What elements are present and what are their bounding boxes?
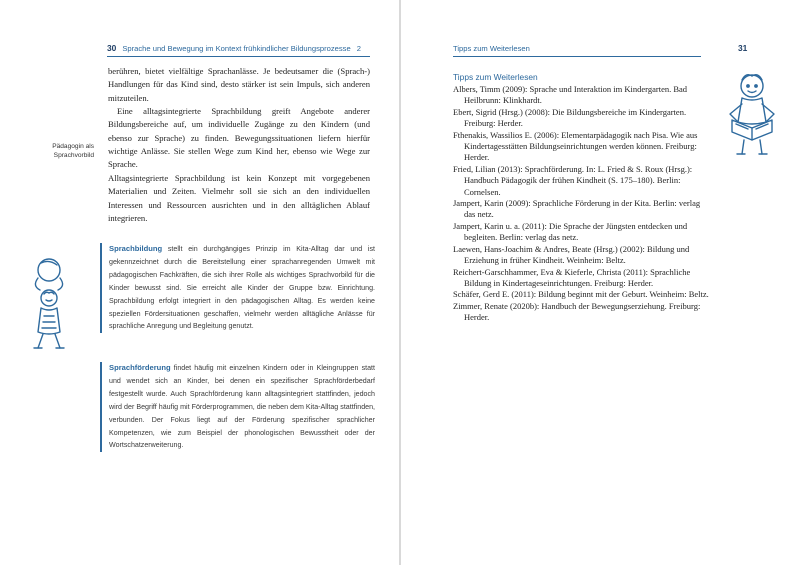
header-rule-right: [453, 56, 701, 57]
definition-sprachbildung: stellt ein durchgängiges Prinzip im Kita-Alltag dar und ist gekennzeichnet durch die Bereitstellung einer sprachanregenden Umwelt mit pädagogischen Fachkräften, die sich ihrer Rolle als wichtiges Sprachvorbild für die Kinder bewusst sind. Sie erreicht alle Kinder der Gruppe bzw. Einrichtung. Sprachbildung erfolgt integriert in den pädagogischen Alltag. Es werden keine speziellen Fördersituationen geschaffen, vielmehr werden alltägliche Anlässe für sprachliche Anregung und Begleitung genutzt.: [109, 245, 375, 331]
page-number-left: 30: [107, 43, 117, 53]
left-page: [0, 0, 399, 565]
reference-item: Jampert, Karin u. a. (2011): Die Sprache der Jüngsten entdecken und begleiten. Berlin: verlag das netz.: [453, 220, 688, 243]
running-head-right: [453, 41, 748, 55]
running-head-left: [107, 41, 361, 55]
reference-item: Schäfer, Gerd E. (2011): Bildung beginnt mit der Geburt. Weinheim: Beltz.: [453, 289, 709, 300]
reference-item: Ebert, Sigrid (Hrsg.) (2008): Die Bildungsbereiche im Kindergarten. Freiburg: Herder.: [453, 106, 687, 129]
reference-item: Albers, Timm (2009): Sprache und Interaktion im Kindergarten. Bad Heilbrunn: Klinkhardt.: [453, 84, 688, 106]
header-rule-left: [107, 56, 370, 57]
right-page: [401, 0, 800, 565]
reference-item: Fthenakis, Wassilios E. (2006): Elementarpädagogik nach Pisa. Wie aus Kindertagesstätten Bildungseinrichtungen werden können. Freiburg: Herder.: [453, 129, 698, 163]
paragraph-1: berühren, bietet vielfältige Sprachanlässe. Je bedeutsamer die (Sprach-) Handlungen für das Kind sind, desto stärker ist sein Impuls, sich anderen mitzuteilen.: [108, 66, 370, 103]
child-balancing-ball-icon: [22, 256, 76, 352]
reference-item: Zimmer, Renate (2020b): Handbuch der Bewegungserziehung. Freiburg: Herder.: [453, 300, 701, 323]
running-title-left: Sprache und Bewegung im Kontext frühkindlicher Bildungsprozesse: [122, 43, 351, 53]
reference-item: Jampert, Karin (2009): Sprachliche Förderung in der Kita. Berlin: verlag das netz.: [453, 198, 701, 220]
reference-item: Reichert-Garschhammer, Eva & Kieferle, Christa (2011): Sprachliche Bildung in Kindertageseinrichtungen. Freiburg: Herder.: [453, 266, 691, 288]
section-title: Tipps zum Weiterlesen: [453, 72, 538, 82]
term-sprachbildung: Sprachbildung: [109, 244, 163, 253]
definition-sprachfoerderung: findet häufig mit einzelnen Kindern oder in Kleingruppen statt und wendet sich an Kinder, bei denen ein spezifischer Sprachförderbedarf festgestellt wurde. Auch Sprachförderung kann alltagsintegriert stattfinden, jedoch wird der Begriff häufig mit Förderprogrammen, die neben dem Kita-Alltag stattfinden, verbunden. Der Fokus liegt auf der Förderung spezifischer sprachlicher Kompetenzen, wie zum Beispiel der phonologischen Bewusstheit oder der Wortschatzerweiterung.: [109, 364, 375, 450]
definition-box-sprachbildung: [100, 243, 375, 333]
page-number-right: 31: [738, 43, 748, 53]
running-title-right: Tipps zum Weiterlesen: [453, 43, 530, 53]
chapter-number: 2: [356, 43, 361, 53]
reader-with-book-icon: [720, 70, 784, 160]
reference-list: [453, 84, 709, 324]
term-sprachfoerderung: Sprachförderung: [109, 363, 171, 372]
reference-item: Laewen, Hans-Joachim & Andres, Beate (Hrsg.) (2002): Bildung und Erziehung in früher Kindheit. Weinheim: Beltz.: [453, 243, 690, 266]
paragraph-2: Eine alltagsintegrierte Sprachbildung greift Angebote anderer Bildungsbereiche auf, um individuelle Zugänge zu den Kindern (und ebenso zur Sprache) zu finden. Bewegungssituationen liefern hierfür wichtige Anlässe. Sie stellen Wege zum Kind her, ebenso wie Wege zur Sprache.: [108, 106, 370, 170]
reference-item: Fried, Lilian (2013): Sprachförderung. In: L. Fried & S. Roux (Hrsg.): Handbuch Pädagogik der frühen Kindheit (S. 175–180). Berlin: Cornelsen.: [453, 163, 693, 197]
margin-note: Pädagogin als Sprachvorbild: [52, 143, 94, 159]
paragraph-3: Alltagsintegrierte Sprachbildung ist kein Konzept mit vorgegebenen Materialien und Zeiten. Vielmehr soll sie sich an den individuellen Interessen und Ressourcen ausrichten und in den alltäglichen Ablauf integrieren.: [108, 173, 370, 223]
definition-box-sprachfoerderung: [100, 362, 375, 452]
